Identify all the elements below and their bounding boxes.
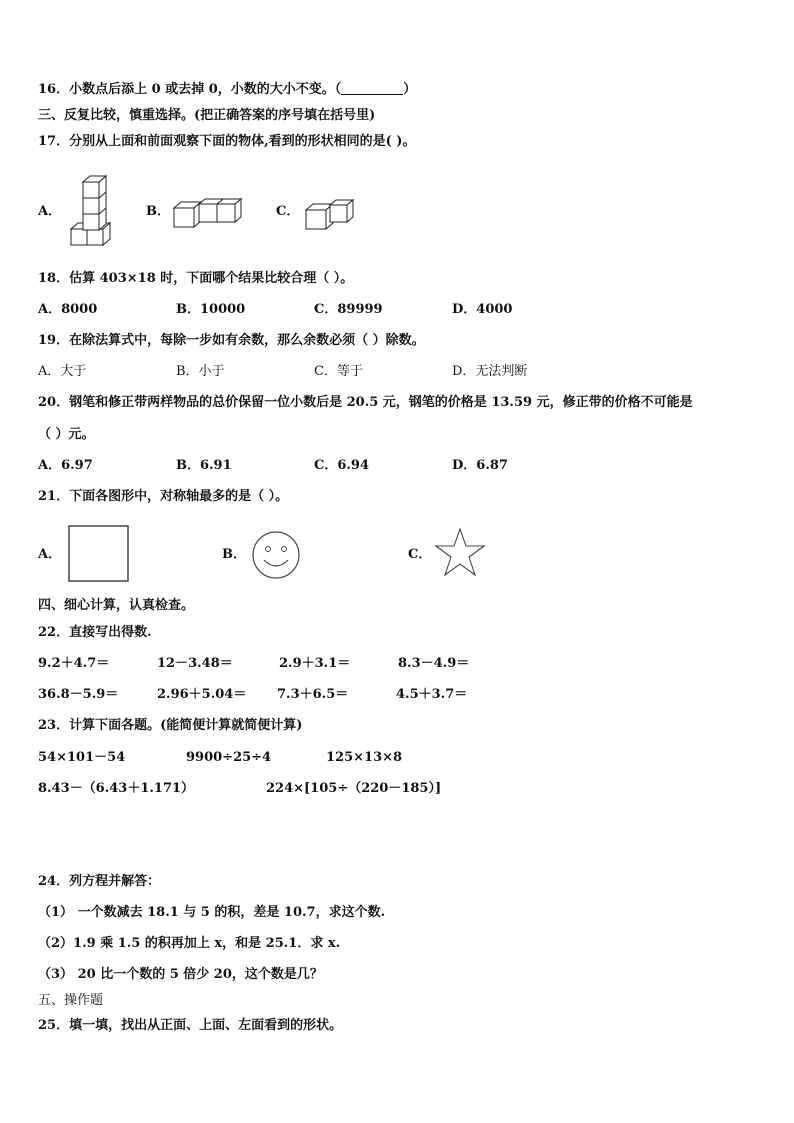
q24-item-1: （1） 一个数减去 18.1 与 5 的积，差是 10.7，求这个数. [38,905,386,920]
q22-calc-4: 8.3－4.9＝ [398,656,470,671]
q18-option-c[interactable]: C．89999 [314,302,383,317]
q24-item-2: （2）1.9 乘 1.5 的积再加上 x，和是 25.1．求 x. [38,936,341,951]
square-shape [68,525,130,583]
q17-option-a-label: A． [38,204,62,219]
q19-option-d[interactable]: D．无法判断 [452,364,528,379]
question-16 [38,81,416,99]
q22-calc-2: 12－3.48＝ [157,656,233,671]
question-23: 23．计算下面各题。(能简便计算就简便计算) [38,718,303,733]
question-19: 19．在除法算式中，每除一步如有余数，那么余数必须（ ）除数。 [38,333,425,348]
answer-blank[interactable] [341,82,403,95]
star-shape [434,527,486,577]
q19-option-b[interactable]: B．小于 [176,364,225,379]
q18-option-d[interactable]: D．4000 [452,302,513,317]
q23-calc-2: 9900÷25÷4 [186,750,272,765]
q19-option-a[interactable]: A．大于 [38,364,87,379]
q17-option-c-label: C． [276,204,300,219]
q23-calc-5: 224×[105÷（220－185）] [266,781,442,796]
smiley-face-shape [251,530,301,580]
q17-option-c-figure [304,198,356,232]
q21-option-c-label: C． [408,547,432,562]
q17-option-a-figure [62,172,112,250]
question-20-continued: （ ）元。 [38,427,95,442]
q22-calc-6: 2.96＋5.04＝ [157,687,247,702]
question-21: 21．下面各图形中，对称轴最多的是（ ）。 [38,489,289,504]
q22-calc-5: 36.8－5.9＝ [38,687,119,702]
q21-option-b-label: B． [222,547,246,562]
question-17: 17．分别从上面和前面观察下面的物体,看到的形状相同的是( )。 [38,134,416,149]
section-5-heading: 五、操作题 [38,993,104,1008]
section-4-heading: 四、细心计算，认真检查。 [38,598,195,613]
question-22: 22．直接写出得数. [38,625,152,640]
q17-option-b-label: B． [146,204,170,219]
question-16-close: ） [403,82,417,97]
q23-calc-4: 8.43－（6.43＋1.171） [38,781,195,796]
q20-option-b[interactable]: B．6.91 [176,458,232,473]
question-18: 18．估算 403×18 时，下面哪个结果比较合理（ ）。 [38,271,354,286]
q20-option-a[interactable]: A．6.97 [38,458,93,473]
question-24: 24．列方程并解答： [38,874,161,889]
question-25: 25．填一填，找出从正面、上面、左面看到的形状。 [38,1018,343,1033]
q23-calc-3: 125×13×8 [326,750,403,765]
q19-option-c[interactable]: C．等于 [314,364,363,379]
q24-item-3: （3） 20 比一个数的 5 倍少 20，这个数是几？ [38,967,323,982]
question-16-number: 16． [38,82,70,97]
question-16-text: 小数点后添上 0 或去掉 0，小数的大小不变。（ [69,82,342,97]
q22-calc-1: 9.2＋4.7＝ [38,656,110,671]
q20-option-c[interactable]: C．6.94 [314,458,370,473]
q20-option-d[interactable]: D．6.87 [452,458,508,473]
q18-option-b[interactable]: B．10000 [176,302,246,317]
q18-option-a[interactable]: A．8000 [38,302,98,317]
q23-calc-1: 54×101－54 [38,750,126,765]
q17-option-b-figure [172,196,244,230]
q21-option-a-label: A． [38,547,62,562]
q22-calc-8: 4.5＋3.7＝ [396,687,468,702]
q22-calc-3: 2.9＋3.1＝ [279,656,351,671]
q22-calc-7: 7.3＋6.5＝ [277,687,349,702]
question-20: 20．钢笔和修正带两样物品的总价保留一位小数后是 20.5 元，钢笔的价格是 13.59 元，修正带的价格不可能是 [38,395,693,410]
section-3-heading: 三、反复比较，慎重选择。(把正确答案的序号填在括号里) [38,108,376,123]
